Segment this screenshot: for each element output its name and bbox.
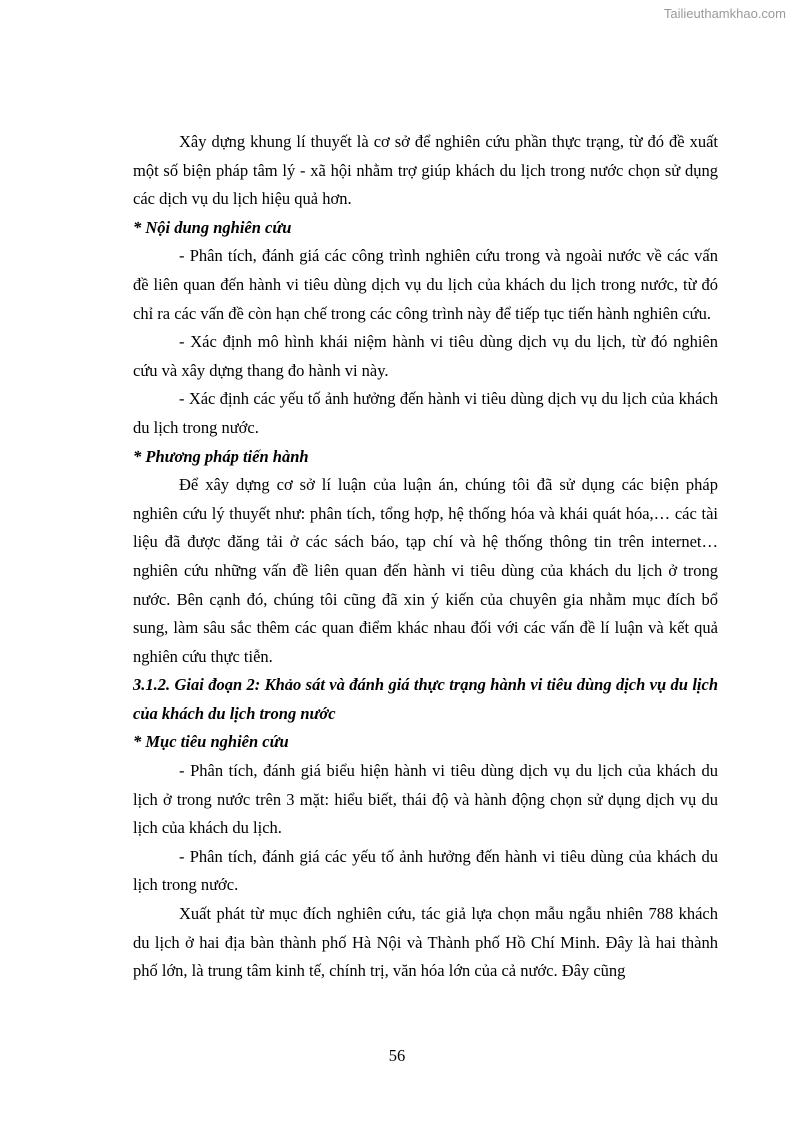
section-heading-stage-2: 3.1.2. Giai đoạn 2: Khảo sát và đánh giá thực trạng hành vi tiêu dùng dịch vụ du lịch của khách du lịch trong nước: [133, 675, 718, 723]
page-number: 56: [388, 1046, 406, 1065]
section-heading-objectives: * Mục tiêu nghiên cứu: [133, 732, 289, 752]
section-heading-method: * Phương pháp tiến hành: [133, 446, 309, 466]
paragraph: - Phân tích, đánh giá các công trình nghiên cứu trong và ngoài nước về các vấn đề liên quan đến hành vi tiêu dùng dịch vụ du lịch của khách du lịch trong nước, từ đó chỉ ra các vấn đề còn hạn chế trong các công trình này để tiếp tục tiến hành nghiên cứu.: [133, 246, 718, 323]
paragraph: - Phân tích, đánh giá biểu hiện hành vi tiêu dùng dịch vụ du lịch của khách du lịch ở trong nước trên 3 mặt: hiểu biết, thái độ và hành động chọn sử dụng dịch vụ du lịch của khách du lịch.: [133, 761, 718, 838]
section-heading-content: * Nội dung nghiên cứu: [133, 217, 292, 237]
paragraph: - Xác định mô hình khái niệm hành vi tiêu dùng dịch vụ du lịch, từ đó nghiên cứu và xây dựng thang đo hành vi này.: [133, 332, 718, 380]
document-body: [133, 128, 718, 986]
paragraph: Xây dựng khung lí thuyết là cơ sở để nghiên cứu phần thực trạng, từ đó đề xuất một số biện pháp tâm lý - xã hội nhằm trợ giúp khách du lịch trong nước chọn sử dụng các dịch vụ du lịch hiệu quả hơn.: [133, 132, 718, 209]
paragraph: - Phân tích, đánh giá các yếu tố ảnh hưởng đến hành vi tiêu dùng của khách du lịch trong nước.: [133, 846, 718, 895]
paragraph: Xuất phát từ mục đích nghiên cứu, tác giả lựa chọn mẫu ngẫu nhiên 788 khách du lịch ở hai địa bàn thành phố Hà Nội và Thành phố Hồ Chí Minh. Đây là hai thành phố lớn, là trung tâm kinh tế, chính trị, văn hóa lớn của cả nước. Đây cũng: [133, 904, 718, 981]
watermark: Tailieuthamkhao.com: [663, 6, 786, 21]
paragraph: Để xây dựng cơ sở lí luận của luận án, chúng tôi đã sử dụng các biện pháp nghiên cứu lý thuyết như: phân tích, tổng hợp, hệ thống hóa và khái quát hóa,… các tài liệu đã được đăng tải ở các sách báo, tạp chí và hệ thống thông tin trên internet… nghiên cứu những vấn đề liên quan đến hành vi tiêu dùng của khách du lịch ở trong nước. Bên cạnh đó, chúng tôi cũng đã xin ý kiến của chuyên gia nhằm mục đích bổ sung, làm sâu sắc thêm các quan điểm khác nhau đối với các vấn đề lí luận và kết quả nghiên cứu thực tiễn.: [133, 475, 718, 666]
paragraph: - Xác định các yếu tố ảnh hưởng đến hành vi tiêu dùng dịch vụ du lịch của khách du lịch trong nước.: [133, 389, 718, 437]
